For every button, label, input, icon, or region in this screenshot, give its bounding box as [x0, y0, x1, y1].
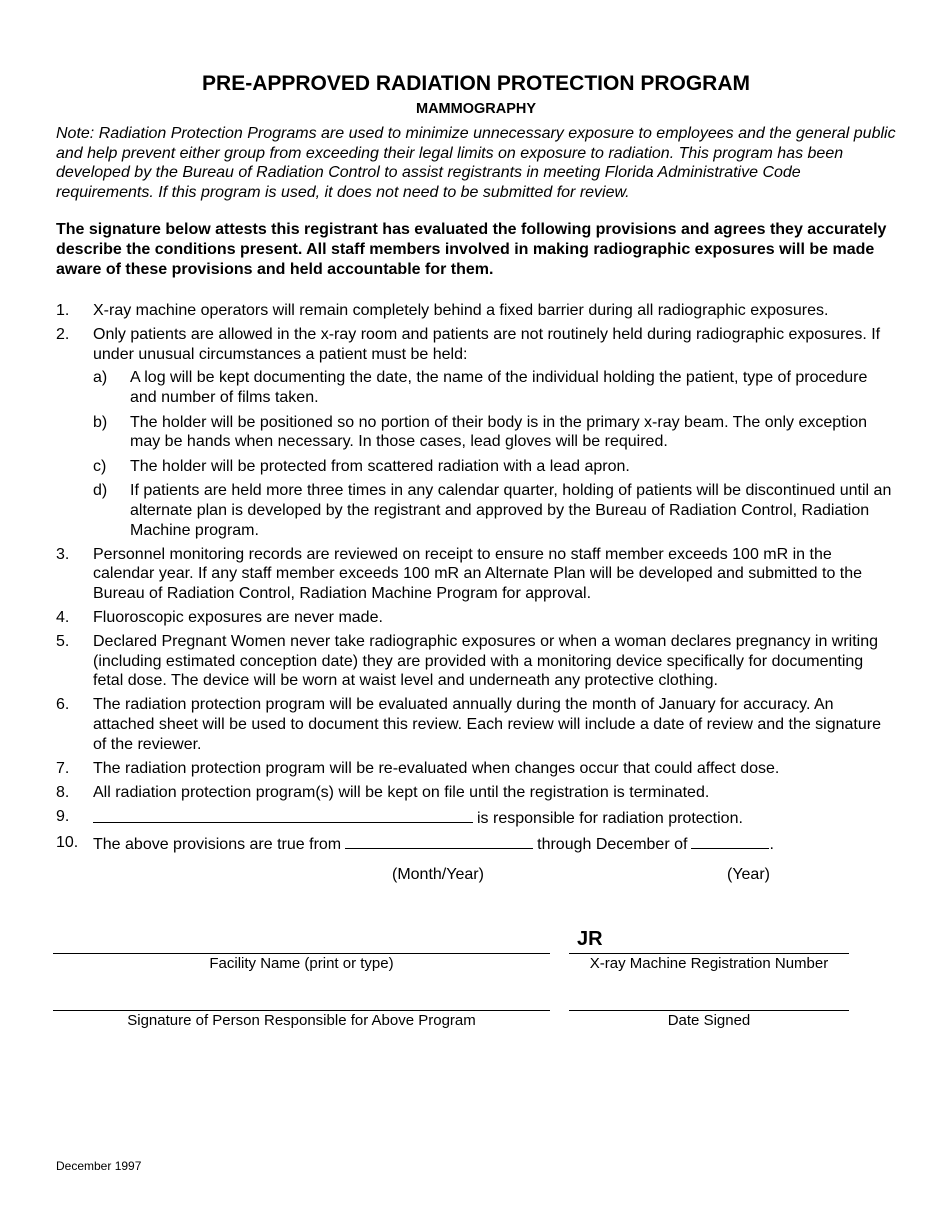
sub-provision-label: a)	[93, 369, 108, 387]
sub-provision-label: c)	[93, 457, 107, 475]
page-subtitle: MAMMOGRAPHY	[415, 101, 537, 117]
provision-item	[56, 301, 896, 321]
provision-text: Only patients are allowed in the x-ray room and patients are not routinely held during radiographic exposures. If under unusual circumstances a patient must be held:	[93, 326, 881, 363]
provision-text: is responsible for radiation protection.	[477, 809, 743, 827]
provision-number: 1.	[56, 302, 70, 320]
provision-text: The radiation protection program will be evaluated annually during the month of January for accuracy. An attached sheet will be used to document this review. Each review will include a date of review and the signature of the reviewer.	[93, 696, 881, 753]
provision-item	[56, 759, 896, 779]
document-page	[56, 72, 896, 859]
sub-provision-label: b)	[93, 413, 108, 431]
provision-text: X-ray machine operators will remain completely behind a fixed barrier during all radiographic exposures.	[93, 302, 829, 320]
provision-text: Declared Pregnant Women never take radiographic exposures or when a woman declares pregnancy in writing (including estimated conception date) they are provided with a monitoring device specifically for documenting fetal dose. The device will be worn at waist level and underneath any protective clothing.	[93, 633, 879, 690]
provision-text-before: The above provisions are true from	[93, 835, 342, 853]
sub-provision-item	[93, 457, 896, 477]
provision-text-middle: through December of	[537, 835, 688, 853]
facility-name-label: Facility Name (print or type)	[209, 955, 394, 972]
provision-number: 8.	[56, 783, 70, 801]
month-year-caption: (Month/Year)	[392, 866, 484, 883]
registration-number-line[interactable]	[569, 953, 849, 954]
sub-provision-text: The holder will be positioned so no portion of their body is in the primary x-ray beam. The only exception may be hands when necessary. In those cases, lead gloves will be required.	[130, 413, 867, 451]
note-paragraph: Note: Radiation Protection Programs are used to minimize unnecessary exposure to employees and the general public and help prevent either group from exceeding their legal limits on exposure to radiation. This program has been developed by the Bureau of Radiation Control to assist registrants in meeting Florida Administrative Code requirements. If this program is used, it does not need to be submitted for review.	[56, 125, 896, 201]
sub-provision-label: d)	[93, 482, 108, 500]
sub-provision-text: If patients are held more three times in any calendar quarter, holding of patients will be discontinued until an alternate plan is developed by the registrant and approved by the Bureau of Radiation Control, Radiation Machine program.	[130, 482, 892, 539]
sub-provision-item	[93, 481, 896, 540]
sub-provision-text: A log will be kept documenting the date, the name of the individual holding the patient, type of procedure and number of films taken.	[130, 369, 868, 407]
provision-item	[56, 807, 896, 829]
provision-number: 5.	[56, 633, 70, 651]
month-year-blank[interactable]	[345, 833, 533, 849]
provision-item	[56, 833, 896, 855]
provision-item	[56, 783, 896, 803]
provision-item	[56, 545, 896, 604]
provision-number: 3.	[56, 545, 70, 563]
provision-item	[56, 695, 896, 754]
provision-number: 6.	[56, 696, 70, 714]
provision-number: 9.	[56, 807, 70, 825]
sub-provision-text: The holder will be protected from scattered radiation with a lead apron.	[130, 457, 630, 475]
year-caption: (Year)	[727, 866, 770, 883]
provisions-list	[56, 301, 896, 854]
provision-item	[56, 632, 896, 691]
provision-text: All radiation protection program(s) will be kept on file until the registration is terminated.	[93, 783, 710, 801]
date-signed-line[interactable]	[569, 1010, 849, 1011]
signature-label: Signature of Person Responsible for Above Program	[127, 1012, 476, 1029]
year-blank[interactable]	[691, 833, 769, 849]
provision-number: 4.	[56, 608, 70, 626]
registration-number-value: JR	[577, 928, 603, 950]
provision-item	[56, 325, 896, 540]
provision-sublist	[93, 368, 896, 540]
page-title: PRE-APPROVED RADIATION PROTECTION PROGRAM	[202, 72, 750, 95]
registration-number-label: X-ray Machine Registration Number	[589, 955, 829, 972]
provision-number: 10.	[56, 833, 79, 851]
provision-text: Fluoroscopic exposures are never made.	[93, 608, 383, 626]
facility-name-line[interactable]	[53, 953, 550, 954]
footer-date: December 1997	[56, 1159, 142, 1173]
provision-number: 7.	[56, 759, 70, 777]
sub-provision-item	[93, 368, 896, 407]
provision-text: Personnel monitoring records are reviewed on receipt to ensure no staff member exceeds 100 mR in the calendar year. If any staff member exceeds 100 mR an Alternate Plan will be developed and submitted to the Bureau of Radiation Control, Radiation Machine Program for approval.	[93, 545, 863, 602]
provision-text-end: .	[769, 835, 774, 853]
attestation-paragraph: The signature below attests this registrant has evaluated the following provisions and agrees they accurately describe the conditions present. All staff members involved in making radiographic exposures will be made aware of these provisions and held accountable for them.	[56, 221, 887, 278]
provision-number: 2.	[56, 326, 70, 344]
date-signed-label: Date Signed	[667, 1012, 751, 1029]
responsible-person-blank[interactable]	[93, 807, 473, 823]
sub-provision-item	[93, 413, 896, 452]
signature-line[interactable]	[53, 1010, 550, 1011]
provision-text: The radiation protection program will be re-evaluated when changes occur that could affect dose.	[93, 759, 780, 777]
provision-item	[56, 608, 896, 628]
